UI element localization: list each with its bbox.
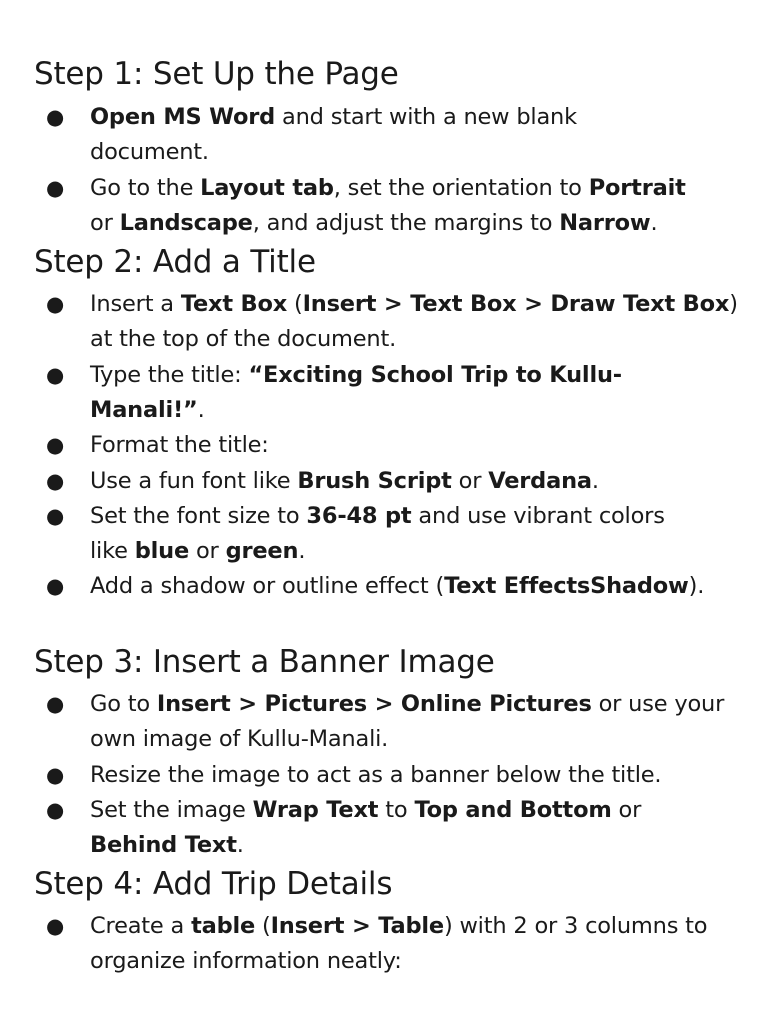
bullet-dot-icon: ● xyxy=(46,468,65,493)
list-item-line xyxy=(90,498,665,534)
list-item-line xyxy=(90,463,599,499)
bold-text: “Exciting School Trip to Kullu- xyxy=(248,361,622,388)
list-item-line xyxy=(90,170,686,206)
bullet-dot-icon: ● xyxy=(46,175,65,200)
list-item-line xyxy=(90,721,388,757)
text-run: Insert a xyxy=(90,291,181,317)
text-run: . xyxy=(650,209,658,236)
text-run: Go to xyxy=(90,691,157,717)
bullet-dot-icon: ● xyxy=(46,362,65,387)
text-run: ( xyxy=(255,913,271,939)
bold-text: Top and Bottom xyxy=(414,796,612,823)
list-item-line xyxy=(90,533,305,569)
text-run: Set the image xyxy=(90,796,253,823)
text-run: to xyxy=(378,796,415,823)
bold-text: green xyxy=(225,538,299,565)
bullet-dot-icon: ● xyxy=(46,292,65,316)
text-run: or xyxy=(611,796,642,823)
list-item-line xyxy=(90,908,707,944)
bullet-dot-icon: ● xyxy=(46,433,65,458)
list-item-line xyxy=(90,568,704,604)
text-run: , set the orientation to xyxy=(333,174,589,201)
list-item-line xyxy=(90,357,622,393)
bold-text: Landscape xyxy=(119,209,253,236)
list-item-line xyxy=(90,99,577,135)
list-item-line xyxy=(90,757,661,793)
text-run: Add a shadow or outline effect ( xyxy=(90,573,445,600)
text-run: ( xyxy=(287,291,303,317)
text-run: own image of Kullu-Manali. xyxy=(90,726,389,753)
text-run: ) xyxy=(729,291,738,317)
text-run: document. xyxy=(90,139,209,166)
bold-text: table xyxy=(191,913,256,939)
bold-text: Verdana xyxy=(488,467,592,494)
bold-text: Wrap Text xyxy=(252,796,379,823)
bold-text: Manali!” xyxy=(90,396,198,423)
text-run: like xyxy=(90,538,135,565)
bold-text: Narrow xyxy=(559,209,651,236)
text-run: and start with a new blank xyxy=(275,104,577,130)
text-run: at the top of the document. xyxy=(90,326,397,353)
text-run: , and adjust the margins to xyxy=(252,209,560,236)
bullet-dot-icon: ● xyxy=(46,797,65,822)
text-run: and use vibrant colors xyxy=(411,502,665,529)
text-run: Create a xyxy=(90,913,192,939)
text-run: Format the title: xyxy=(90,432,269,459)
bold-text: Insert > Pictures > Online Pictures xyxy=(156,691,592,717)
list-item-line xyxy=(90,205,657,241)
bold-text: Behind Text xyxy=(90,832,237,859)
text-run: ). xyxy=(688,573,705,600)
text-run: organize information neatly: xyxy=(90,948,402,975)
list-item-line xyxy=(90,134,209,170)
text-run: Type the title: xyxy=(90,361,249,388)
text-run: or xyxy=(451,467,489,494)
step-heading: Step 2: Add a Title xyxy=(34,244,316,280)
bullet-dot-icon: ● xyxy=(46,503,65,528)
list-item-line xyxy=(90,286,738,322)
bold-text: Text Box xyxy=(180,291,288,317)
list-item-line xyxy=(90,827,244,863)
list-item-line xyxy=(90,321,396,357)
bold-text: Open MS Word xyxy=(90,104,276,130)
bold-text: Brush Script xyxy=(297,467,452,494)
bold-text: 36-48 pt xyxy=(306,502,412,529)
bullet-dot-icon: ● xyxy=(46,574,65,599)
text-run: . xyxy=(591,467,599,494)
list-item-line xyxy=(90,792,641,828)
text-run: Use a fun font like xyxy=(90,467,298,494)
bullet-dot-icon: ● xyxy=(46,105,65,129)
text-run: Go to the xyxy=(90,174,201,201)
step-heading: Step 3: Insert a Banner Image xyxy=(34,644,495,680)
step-heading: Step 4: Add Trip Details xyxy=(34,866,393,902)
text-run: . xyxy=(236,832,244,859)
list-item-line xyxy=(90,686,724,722)
text-run: or use your xyxy=(591,691,725,717)
bold-text: Portrait xyxy=(588,174,686,201)
bold-text: Text EffectsShadow xyxy=(444,573,689,600)
bold-text: blue xyxy=(134,538,190,565)
bold-text: Layout tab xyxy=(200,174,334,201)
list-item-line xyxy=(90,392,205,428)
list-item-line xyxy=(90,943,402,979)
bullet-dot-icon: ● xyxy=(46,914,65,938)
text-run: Resize the image to act as a banner below the title. xyxy=(90,761,662,788)
bold-text: Insert > Text Box > Draw Text Box xyxy=(302,291,730,317)
step-heading: Step 1: Set Up the Page xyxy=(34,56,399,92)
text-run: ) with 2 or 3 columns to xyxy=(443,913,708,939)
list-item-line xyxy=(90,427,269,463)
text-run: or xyxy=(90,209,120,236)
bold-text: Insert > Table xyxy=(270,913,444,939)
bullet-dot-icon: ● xyxy=(46,692,65,716)
bullet-dot-icon: ● xyxy=(46,762,65,787)
text-run: Set the font size to xyxy=(90,502,307,529)
text-run: or xyxy=(189,538,226,565)
text-run: . xyxy=(197,396,205,423)
text-run: . xyxy=(298,538,306,565)
